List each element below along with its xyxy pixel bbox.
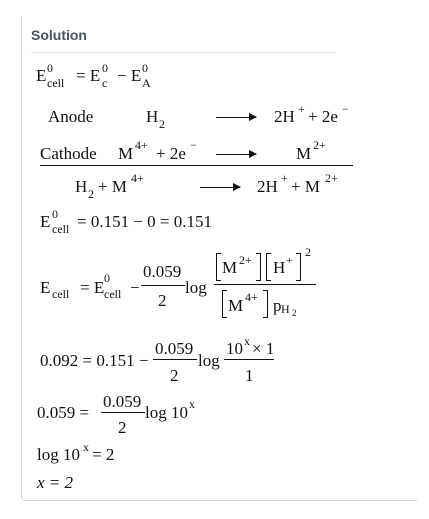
reaction-arrow — [200, 187, 240, 188]
fraction-bar — [153, 359, 197, 360]
heading-divider — [31, 52, 336, 53]
bracket-right — [256, 253, 261, 281]
bracket-left — [266, 253, 271, 281]
fraction-bar — [141, 285, 185, 286]
bracket-right — [296, 253, 301, 281]
reaction-arrow — [216, 154, 256, 155]
fraction-bar — [224, 359, 274, 360]
solution-heading: Solution — [31, 27, 87, 43]
sum-line — [40, 165, 353, 166]
bracket-left — [216, 253, 221, 281]
reaction-arrow — [216, 117, 256, 118]
fraction-bar — [214, 284, 316, 285]
bracket-right — [263, 290, 268, 318]
fraction-bar — [101, 412, 145, 413]
bracket-left — [222, 290, 227, 318]
